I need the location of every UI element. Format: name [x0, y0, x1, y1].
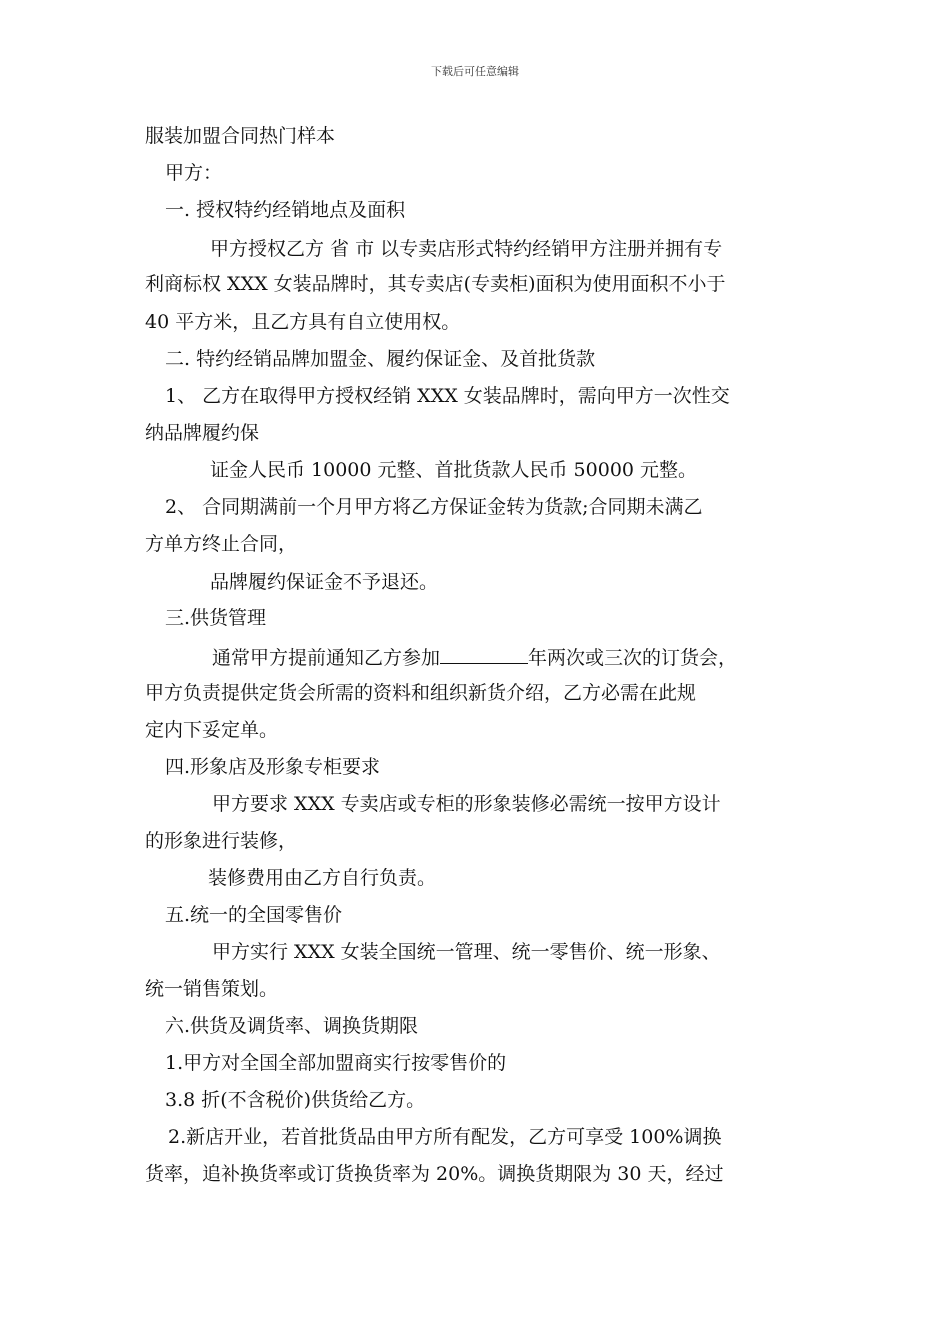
- page-header-note: 下载后可任意编辑: [431, 65, 519, 78]
- section-4-line-3: 装修费用由乙方自行负责。: [208, 867, 437, 889]
- document-title: 服装加盟合同热门样本: [145, 125, 336, 147]
- section-5-line-2: 统一销售策划。: [145, 978, 279, 1000]
- section-heading-4: 四.形象店及形象专柜要求: [165, 756, 381, 778]
- section-4-line-2: 的形象进行装修，: [145, 830, 298, 852]
- section-2-line-6: 品牌履约保证金不予退还。: [210, 571, 439, 593]
- section-3-line-2: 甲方负责提供定货会所需的资料和组织新货介绍，乙方必需在此规: [145, 682, 697, 704]
- section-2-line-3: 证金人民币 10000 元整、首批货款人民币 50000 元整。: [210, 459, 698, 481]
- section-2-line-2: 纳品牌履约保: [145, 422, 260, 444]
- section-heading-1: 一. 授权特约经销地点及面积: [165, 199, 406, 221]
- section-5-line-1: 甲方实行 XXX 女装全国统一管理、统一零售价、统一形象、: [212, 941, 721, 963]
- section-6-line-1: 1.甲方对全国全部加盟商实行按零售价的: [165, 1052, 507, 1074]
- section-3-line-1-text-a: 通常甲方提前通知乙方参加: [212, 647, 441, 669]
- party-a-label: 甲方：: [165, 162, 223, 184]
- section-3-line-1-text-b: 年两次或三次的订货会，: [528, 647, 738, 669]
- section-heading-2: 二. 特约经销品牌加盟金、履约保证金、及首批货款: [165, 348, 596, 370]
- section-6-line-3: 2.新店开业，若首批货品由甲方所有配发，乙方可享受 100%调换: [168, 1126, 722, 1148]
- section-6-line-4: 货率，追补换货率或订货换货率为 20%。调换货期限为 30 天，经过: [145, 1163, 724, 1185]
- section-3-line-3: 定内下妥定单。: [145, 719, 279, 741]
- section-heading-3: 三.供货管理: [165, 607, 267, 629]
- fill-in-blank: [440, 643, 528, 664]
- section-heading-6: 六.供货及调货率、调换货期限: [165, 1015, 419, 1037]
- section-heading-5: 五.统一的全国零售价: [165, 904, 343, 926]
- section-6-line-2: 3.8 折(不含税价)供货给乙方。: [165, 1089, 426, 1111]
- section-2-line-1: 1、 乙方在取得甲方授权经销 XXX 女装品牌时，需向甲方一次性交: [165, 385, 730, 407]
- section-1-line-2: 利商标权 XXX 女装品牌时，其专卖店(专卖柜)面积为使用面积不小于: [145, 273, 726, 295]
- section-2-line-5: 方单方终止合同，: [145, 533, 298, 555]
- section-1-line-3: 40 平方米，且乙方具有自立使用权。: [145, 311, 461, 333]
- section-3-line-1: [212, 643, 737, 671]
- section-4-line-1: 甲方要求 XXX 专卖店或专柜的形象装修必需统一按甲方设计: [212, 793, 721, 815]
- section-1-line-1: 甲方授权乙方 省 市 以专卖店形式特约经销甲方注册并拥有专: [210, 238, 723, 260]
- section-2-line-4: 2、 合同期满前一个月甲方将乙方保证金转为货款;合同期未满乙: [165, 496, 703, 518]
